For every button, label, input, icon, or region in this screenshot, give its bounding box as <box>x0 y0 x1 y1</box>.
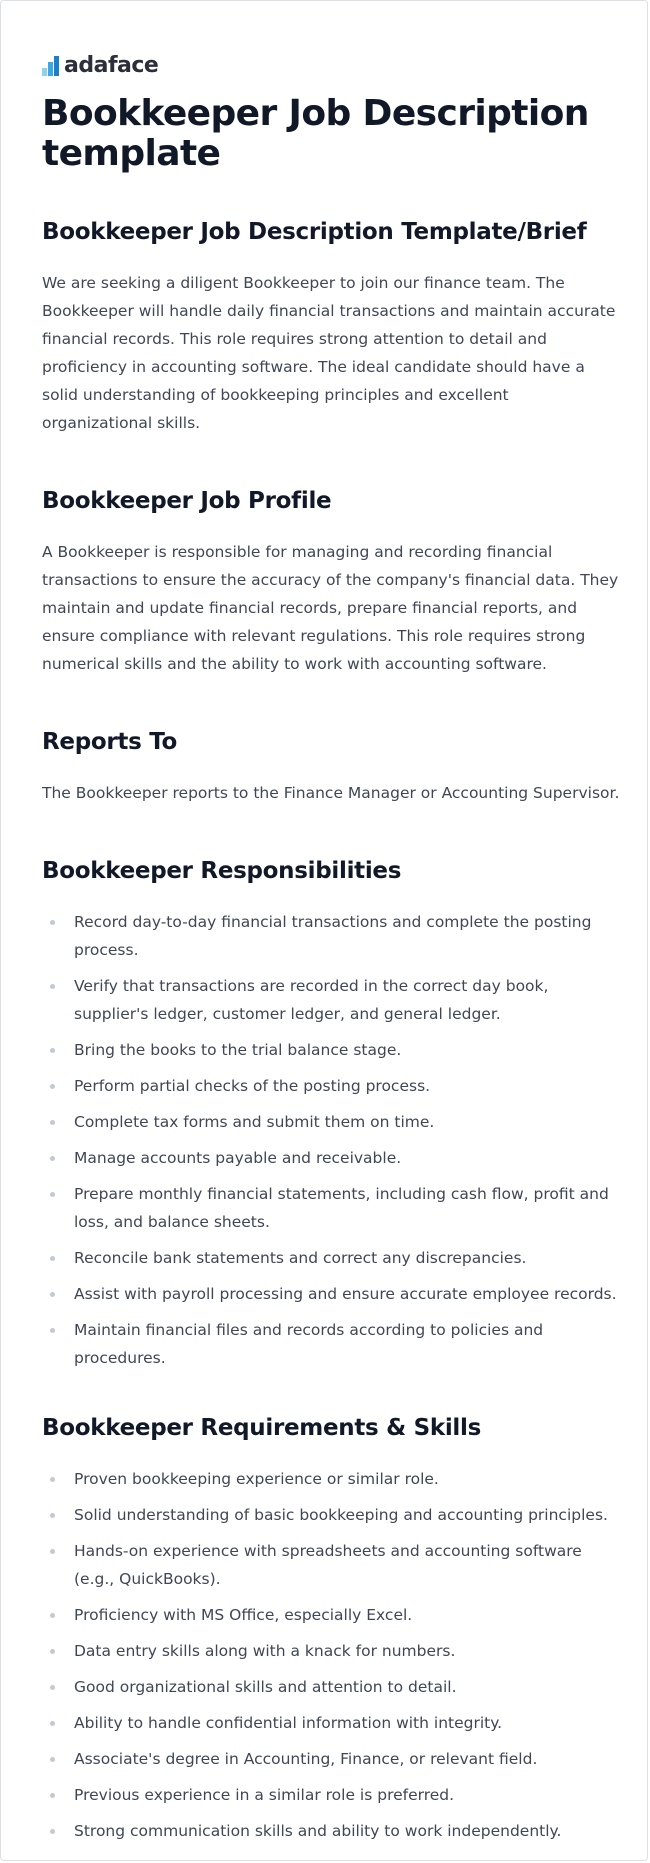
bullet-dot <box>50 1192 55 1197</box>
section-brief <box>42 218 622 437</box>
list-item: Good organizational skills and attention to detail. <box>42 1673 622 1701</box>
bullet-dot <box>50 1613 55 1618</box>
bullet-dot <box>50 1084 55 1089</box>
bullet-dot <box>50 1156 55 1161</box>
list-item: Hands-on experience with spreadsheets and accounting software (e.g., QuickBooks). <box>42 1537 622 1593</box>
list-item: Manage accounts payable and receivable. <box>42 1144 622 1172</box>
document-content <box>42 53 622 1861</box>
section-heading-profile: Bookkeeper Job Profile <box>42 488 332 514</box>
list-item: Bring the books to the trial balance stage. <box>42 1036 622 1064</box>
bullet-dot <box>50 1793 55 1798</box>
list-item: Strong communication skills and ability to work independently. <box>42 1817 622 1845</box>
list-item: Solid understanding of basic bookkeeping and accounting principles. <box>42 1501 622 1529</box>
bullet-dot <box>50 1721 55 1726</box>
bullet-dot <box>50 1829 55 1834</box>
brand-name: adaface <box>64 53 159 78</box>
list-item: Ability to handle confidential information with integrity. <box>42 1709 622 1737</box>
bullet-dot <box>50 1685 55 1690</box>
bullet-dot <box>50 920 55 925</box>
section-text-brief: We are seeking a diligent Bookkeeper to join our finance team. The Bookkeeper will handle daily financial transactions and maintain accurate financial records. This role requires strong attention to detail and proficiency in accounting software. The ideal candidate should have a solid understanding of bookkeeping principles and excellent organizational skills. <box>42 274 616 432</box>
adaface-logo[interactable] <box>42 53 622 78</box>
bullet-dot <box>50 1757 55 1762</box>
section-profile <box>42 487 622 678</box>
section-heading-reports-to: Reports To <box>42 729 178 755</box>
bullet-dot <box>50 1513 55 1518</box>
requirements-list <box>42 1465 622 1845</box>
adaface-logo-icon <box>42 56 60 76</box>
list-item: Proficiency with MS Office, especially Excel. <box>42 1601 622 1629</box>
bullet-dot <box>50 984 55 989</box>
list-item: Perform partial checks of the posting process. <box>42 1072 622 1100</box>
bullet-dot <box>50 1549 55 1554</box>
page-title: Bookkeeper Job Description template <box>42 93 589 174</box>
list-item: Maintain financial files and records according to policies and procedures. <box>42 1316 622 1372</box>
list-item: Prepare monthly financial statements, including cash flow, profit and loss, and balance sheets. <box>42 1180 622 1236</box>
list-item: Verify that transactions are recorded in the correct day book, supplier's ledger, customer ledger, and general ledger. <box>42 972 622 1028</box>
section-heading-requirements: Bookkeeper Requirements & Skills <box>42 1415 481 1441</box>
section-reports-to <box>42 728 622 807</box>
section-heading-responsibilities: Bookkeeper Responsibilities <box>42 858 402 884</box>
list-item: Data entry skills along with a knack for numbers. <box>42 1637 622 1665</box>
list-item: Reconcile bank statements and correct any discrepancies. <box>42 1244 622 1272</box>
bullet-dot <box>50 1048 55 1053</box>
bullet-dot <box>50 1256 55 1261</box>
list-item: Previous experience in a similar role is preferred. <box>42 1781 622 1809</box>
responsibilities-list <box>42 908 622 1372</box>
list-item: Proven bookkeeping experience or similar role. <box>42 1465 622 1493</box>
bullet-dot <box>50 1477 55 1482</box>
section-responsibilities <box>42 857 622 1372</box>
list-item: Assist with payroll processing and ensure accurate employee records. <box>42 1280 622 1308</box>
bullet-dot <box>50 1328 55 1333</box>
bullet-dot <box>50 1292 55 1297</box>
section-text-profile: A Bookkeeper is responsible for managing and recording financial transactions to ensure the accuracy of the company's financial data. They maintain and update financial records, prepare financial reports, and ensure compliance with relevant regulations. This role requires strong numerical skills and the ability to work with accounting software. <box>42 543 619 673</box>
list-item: Associate's degree in Accounting, Finance, or relevant field. <box>42 1745 622 1773</box>
bullet-dot <box>50 1649 55 1654</box>
bullet-dot <box>50 1120 55 1125</box>
section-requirements <box>42 1414 622 1845</box>
list-item: Record day-to-day financial transactions and complete the posting process. <box>42 908 622 964</box>
list-item: Complete tax forms and submit them on time. <box>42 1108 622 1136</box>
section-heading-brief: Bookkeeper Job Description Template/Brief <box>42 219 587 245</box>
section-text-reports-to: The Bookkeeper reports to the Finance Manager or Accounting Supervisor. <box>42 784 620 802</box>
